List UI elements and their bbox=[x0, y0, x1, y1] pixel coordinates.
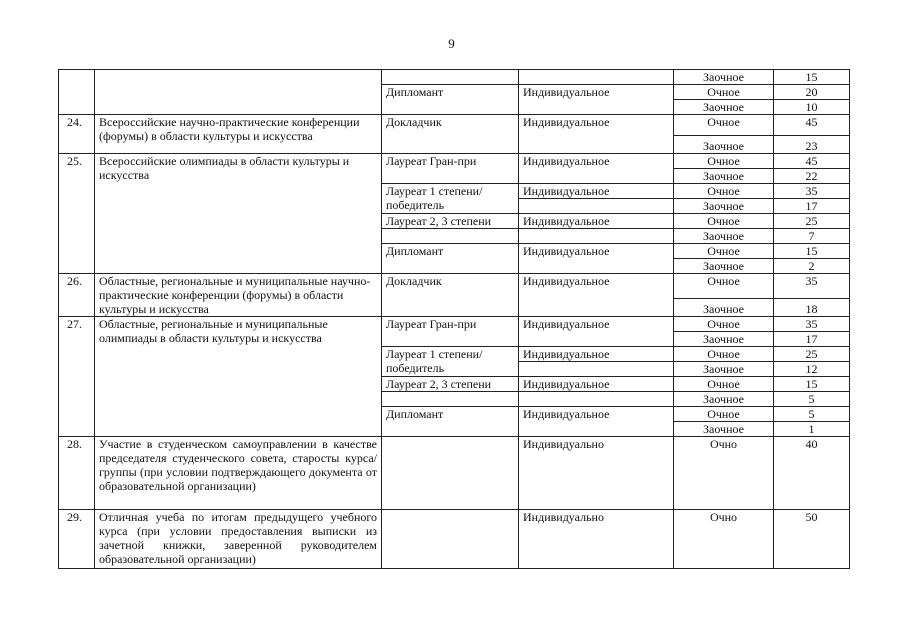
points-cell: 12 bbox=[774, 362, 850, 377]
form-cell: Заочное bbox=[674, 298, 774, 316]
participation-cell bbox=[519, 229, 674, 244]
status-cell: Дипломант bbox=[382, 244, 519, 274]
points-cell: 1 bbox=[774, 422, 850, 437]
table-row bbox=[59, 510, 850, 569]
points-cell: 10 bbox=[774, 100, 850, 115]
status-cell: Лауреат Гран-при bbox=[382, 154, 519, 184]
participation-cell bbox=[519, 199, 674, 214]
status-cell bbox=[382, 510, 519, 569]
form-cell: Очное bbox=[674, 184, 774, 199]
points-cell: 17 bbox=[774, 199, 850, 214]
points-cell: 45 bbox=[774, 154, 850, 169]
row-name-cell: Отличная учеба по итогам предыдущего учебного курса (при условии предоставления выписки из зачетной книжки, заверенной руководителем образовательной организации) bbox=[95, 510, 382, 569]
form-cell: Очное bbox=[674, 274, 774, 299]
table-row bbox=[59, 70, 850, 85]
participation-cell bbox=[519, 362, 674, 377]
form-cell: Очное bbox=[674, 154, 774, 169]
form-cell: Заочное bbox=[674, 70, 774, 85]
form-cell: Заочное bbox=[674, 229, 774, 244]
form-cell: Очное bbox=[674, 214, 774, 229]
status-cell: Лауреат 1 степени/ победитель bbox=[382, 184, 519, 214]
status-cell: Докладчик bbox=[382, 274, 519, 317]
points-cell: 22 bbox=[774, 169, 850, 184]
page-number: 9 bbox=[448, 36, 455, 51]
participation-cell: Индивидуально bbox=[519, 510, 674, 569]
participation-cell: Индивидуальное bbox=[519, 184, 674, 199]
participation-cell: Индивидуальное bbox=[519, 85, 674, 115]
participation-cell: Индивидуальное bbox=[519, 347, 674, 362]
status-cell bbox=[382, 392, 519, 407]
form-cell: Очно bbox=[674, 510, 774, 569]
participation-cell: Индивидуальное bbox=[519, 377, 674, 392]
form-cell: Очное bbox=[674, 377, 774, 392]
points-cell: 15 bbox=[774, 377, 850, 392]
points-cell: 50 bbox=[774, 510, 850, 569]
points-cell: 15 bbox=[774, 70, 850, 85]
table-row bbox=[59, 115, 850, 136]
row-number-cell: 26. bbox=[59, 274, 95, 317]
participation-cell: Индивидуальное bbox=[519, 244, 674, 274]
form-cell: Очное bbox=[674, 115, 774, 136]
status-cell: Дипломант bbox=[382, 407, 519, 437]
points-cell: 5 bbox=[774, 407, 850, 422]
row-name-cell: Областные, региональные и муниципальные олимпиады в области культуры и искусства bbox=[95, 317, 382, 437]
form-cell: Очное bbox=[674, 347, 774, 362]
participation-cell: Индивидуальное bbox=[519, 154, 674, 184]
status-cell: Лауреат 2, 3 степени bbox=[382, 377, 519, 392]
row-number-cell: 29. bbox=[59, 510, 95, 569]
status-cell: Лауреат Гран-при bbox=[382, 317, 519, 347]
form-cell: Заочное bbox=[674, 422, 774, 437]
points-cell: 23 bbox=[774, 136, 850, 154]
status-cell bbox=[382, 229, 519, 244]
participation-cell: Индивидуальное bbox=[519, 115, 674, 154]
form-cell: Заочное bbox=[674, 100, 774, 115]
points-cell: 25 bbox=[774, 347, 850, 362]
points-cell: 7 bbox=[774, 229, 850, 244]
row-number-cell: 28. bbox=[59, 437, 95, 510]
row-name-cell bbox=[95, 70, 382, 115]
form-cell: Заочное bbox=[674, 392, 774, 407]
form-cell: Очное bbox=[674, 85, 774, 100]
form-cell: Заочное bbox=[674, 169, 774, 184]
table-row bbox=[59, 317, 850, 332]
row-name-cell: Участие в студенческом самоуправлении в качестве председателя студенческого совета, старосты курса/группы (при условии подтверждающего документа от образовательной организации) bbox=[95, 437, 382, 510]
participation-cell: Индивидуальное bbox=[519, 214, 674, 229]
points-cell: 40 bbox=[774, 437, 850, 510]
points-cell: 45 bbox=[774, 115, 850, 136]
participation-cell: Индивидуальное bbox=[519, 274, 674, 317]
points-cell: 15 bbox=[774, 244, 850, 259]
points-cell: 35 bbox=[774, 317, 850, 332]
criteria-table bbox=[58, 69, 850, 569]
status-cell: Докладчик bbox=[382, 115, 519, 154]
form-cell: Очное bbox=[674, 317, 774, 332]
points-cell: 17 bbox=[774, 332, 850, 347]
form-cell: Очно bbox=[674, 437, 774, 510]
participation-cell: Индивидуально bbox=[519, 437, 674, 510]
form-cell: Заочное bbox=[674, 259, 774, 274]
table-row bbox=[59, 154, 850, 169]
row-number-cell: 27. bbox=[59, 317, 95, 437]
row-number-cell bbox=[59, 70, 95, 115]
status-cell bbox=[382, 70, 519, 85]
status-cell: Лауреат 1 степени/ победитель bbox=[382, 347, 519, 377]
participation-cell bbox=[519, 70, 674, 85]
points-cell: 2 bbox=[774, 259, 850, 274]
row-name-cell: Всероссийские олимпиады в области культуры и искусства bbox=[95, 154, 382, 274]
form-cell: Заочное bbox=[674, 332, 774, 347]
table-row bbox=[59, 437, 850, 510]
participation-cell: Индивидуальное bbox=[519, 407, 674, 437]
points-cell: 20 bbox=[774, 85, 850, 100]
points-cell: 25 bbox=[774, 214, 850, 229]
table-row bbox=[59, 274, 850, 299]
form-cell: Заочное bbox=[674, 136, 774, 154]
points-cell: 35 bbox=[774, 274, 850, 299]
status-cell: Лауреат 2, 3 степени bbox=[382, 214, 519, 229]
row-name-cell: Всероссийские научно-практические конференции (форумы) в области культуры и искусства bbox=[95, 115, 382, 154]
points-cell: 18 bbox=[774, 298, 850, 316]
status-cell: Дипломант bbox=[382, 85, 519, 115]
participation-cell bbox=[519, 392, 674, 407]
form-cell: Заочное bbox=[674, 199, 774, 214]
points-cell: 5 bbox=[774, 392, 850, 407]
points-cell: 35 bbox=[774, 184, 850, 199]
participation-cell: Индивидуальное bbox=[519, 317, 674, 347]
form-cell: Заочное bbox=[674, 362, 774, 377]
row-number-cell: 24. bbox=[59, 115, 95, 154]
status-cell bbox=[382, 437, 519, 510]
row-number-cell: 25. bbox=[59, 154, 95, 274]
row-name-cell: Областные, региональные и муниципальные научно-практические конференции (форумы) в области культуры и искусства bbox=[95, 274, 382, 317]
form-cell: Очное bbox=[674, 407, 774, 422]
form-cell: Очное bbox=[674, 244, 774, 259]
